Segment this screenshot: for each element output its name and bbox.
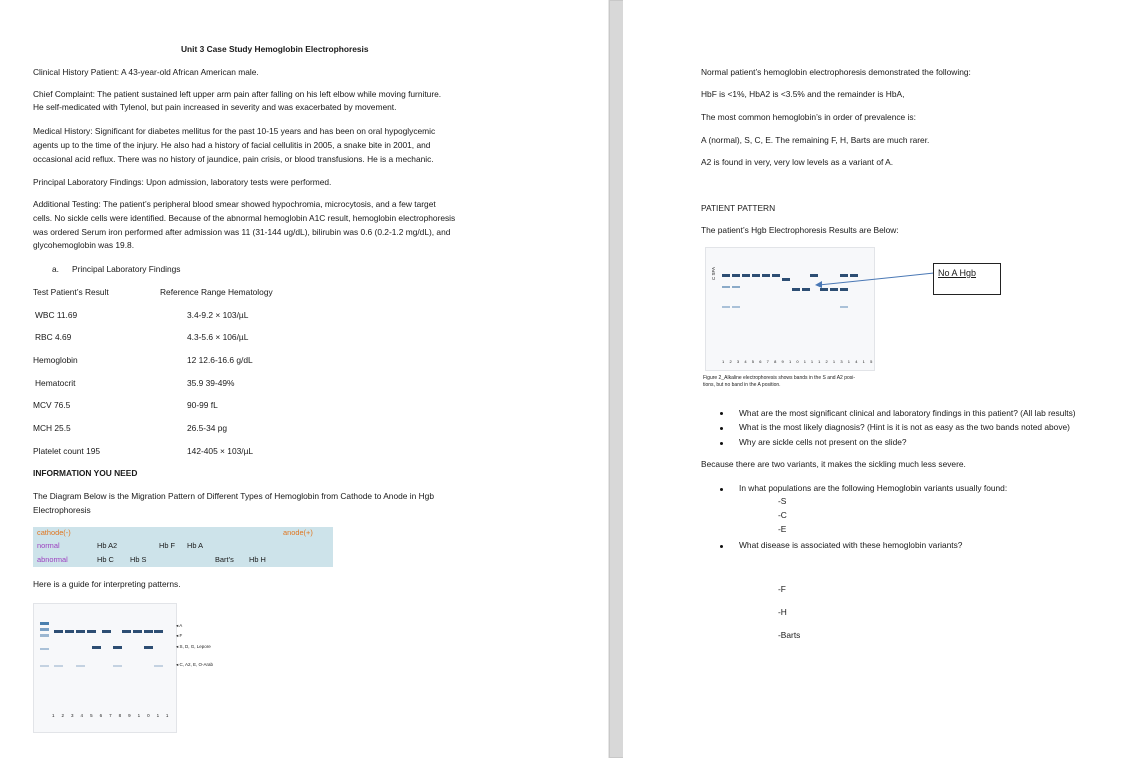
chief-complaint-line: He self-medicated with Tylenol, but pain increased in severity and was exacerbated by movement. (33, 102, 397, 112)
patient-pattern-heading: PATIENT PATTERN (701, 203, 776, 213)
bullet (720, 427, 723, 430)
disease-item: -F (778, 584, 786, 594)
lab-range: 26.5-34 pg (187, 423, 228, 433)
lab-range: 35.9 39-49% (187, 378, 235, 388)
lab-test: MCV 76.5 (33, 400, 71, 410)
lab-range: 3.4-9.2 × 103/µL (187, 310, 249, 320)
additional-testing-line: cells. No sickle cells were identified. Because of the abnormal hemoglobin A1C result, hemoglobin electrophoresis (33, 213, 456, 223)
results-intro: The patient’s Hgb Electrophoresis Results are Below: (701, 225, 899, 235)
answer-text[interactable]: Because there are two variants, it makes the sickling much less severe. (701, 459, 966, 469)
disease-item: -Barts (778, 630, 801, 640)
lab-test: RBC 4.69 (35, 332, 72, 342)
figure-caption-line: Figure 2_Alkaline electrophoresis shows bands in the S and A2 posi- (703, 375, 856, 381)
hb-f-label: Hb F (159, 541, 176, 550)
migration-pattern-table (33, 527, 333, 567)
variant-item: -E (778, 524, 787, 534)
hb-c-label: Hb C (97, 555, 114, 564)
guide-text: Here is a guide for interpreting patterns. (33, 579, 181, 589)
guide-label-a: ◂ A (176, 623, 183, 628)
a2-note: A2 is found in very, very low levels as a variant of A. (701, 157, 894, 167)
prevalence-order: A (normal), S, C, E. The remaining F, H, Barts are much rarer. (701, 135, 930, 145)
lab-test: Platelet count 195 (33, 446, 101, 456)
prevalence-intro: The most common hemoglobin’s in order of prevalence is: (701, 112, 916, 122)
lab-range: 4.3-5.6 × 106/µL (187, 332, 249, 342)
anode-label: anode(+) (283, 528, 313, 537)
patient-lane-numbers: 123456789101112131415 (722, 359, 878, 364)
callout-arrow (813, 270, 935, 290)
diagram-intro-line: Electrophoresis (33, 505, 91, 515)
medical-history-line: agents up to the time of the injury. He also had a history of facial cellulitis in 2005, a snake bite in 2001, and (33, 140, 431, 150)
lab-range: 90-99 fL (187, 400, 218, 410)
patient-gel-image (705, 247, 878, 371)
clinical-history: Clinical History Patient: A 43-year-old African American male. (33, 67, 259, 77)
guide-label-f: ◂ F (176, 633, 183, 638)
lab-test: Hematocrit (35, 378, 76, 388)
bullet (720, 412, 723, 415)
cathode-label: cathode(-) (37, 528, 71, 537)
hb-s-label: Hb S (130, 555, 147, 564)
lab-test: Hemoglobin (33, 355, 78, 365)
bullet (720, 488, 723, 491)
diagram-intro-line: The Diagram Below is the Migration Pattern of Different Types of Hemoglobin from Cathode to Anode in Hgb (33, 491, 434, 501)
medical-history-line: Medical History: Significant for diabetes mellitus for the past 10-15 years and has been on oral hypoglycemic (33, 126, 436, 136)
question-diagnosis: What is the most likely diagnosis? (Hint is it is not as easy as the two bands noted above) (739, 422, 1070, 432)
info-heading: INFORMATION YOU NEED (33, 468, 138, 478)
hb-a-label: Hb A (187, 541, 204, 550)
normal-values: HbF is <1%, HbA2 is <3.5% and the remainder is HbA, (701, 89, 905, 99)
vertical-scrollbar[interactable] (609, 0, 624, 758)
figure-caption-line: tions, but no band in the A position. (703, 382, 781, 388)
patient-gel-bands (706, 248, 874, 370)
guide-label-s: ◂ S, D, G, Lepore (176, 644, 211, 649)
variant-item: -S (778, 496, 787, 506)
question-populations: In what populations are the following Hemoglobin variants usually found: (739, 483, 1008, 493)
lab-range: 12 12.6-16.6 g/dL (187, 355, 253, 365)
lab-range: 142-405 × 103/µL (187, 446, 254, 456)
variant-item: -C (778, 510, 787, 520)
list-label: Principal Laboratory Findings (72, 264, 181, 274)
callout-text: No A Hgb (938, 268, 977, 278)
disease-item: -H (778, 607, 787, 617)
principal-findings: Principal Laboratory Findings: Upon admission, laboratory tests were performed. (33, 177, 332, 187)
gel-side-label: C SFA (711, 266, 716, 280)
barts-label: Bart’s (215, 555, 234, 564)
normal-row-label: normal (37, 541, 60, 550)
list-marker: a. (52, 264, 59, 274)
table-header-test: Test Patient’s Result (33, 287, 109, 297)
medical-history-line: occasional acid reflux. There was no history of jaundice, pain crisis, or blood transfusions. He is a mechanic. (33, 154, 434, 164)
additional-testing-line: glycohemoglobin was 19.8. (33, 240, 135, 250)
document-page-2 (623, 0, 1145, 758)
abnormal-row-label: abnormal (37, 555, 68, 564)
lab-test: MCH 25.5 (33, 423, 71, 433)
additional-testing-line: was ordered Serum iron performed after admission was 11 (31-144 ug/dL), bilirubin was 0.6 (0.2-1.2 mg/dL), and (33, 227, 451, 237)
hb-h-label: Hb H (249, 555, 266, 564)
bullet (720, 545, 723, 548)
chief-complaint-line: Chief Complaint: The patient sustained left upper arm pain after falling on his left elbow while moving furniture. (33, 89, 442, 99)
guide-gel-image (33, 603, 177, 733)
hb-a2-label: Hb A2 (97, 541, 118, 550)
additional-testing-line: Additional Testing: The patient’s peripheral blood smear showed hypochromia, microcytosis, and a few target (33, 199, 436, 209)
document-title: Unit 3 Case Study Hemoglobin Electrophoresis (181, 44, 369, 54)
guide-label-c: ◂ C, A2, E, O-Arab (176, 662, 214, 667)
bullet (720, 442, 723, 445)
table-header-range: Reference Range Hematology (160, 287, 273, 297)
guide-lane-numbers: 1234567891011 (52, 713, 176, 718)
normal-intro: Normal patient’s hemoglobin electrophoresis demonstrated the following: (701, 67, 971, 77)
question-disease: What disease is associated with these hemoglobin variants? (739, 540, 963, 550)
no-a-hgb-callout (933, 263, 1001, 295)
question-findings: What are the most significant clinical and laboratory findings in this patient? (All lab results) (739, 408, 1076, 418)
lab-test: WBC 11.69 (35, 310, 78, 320)
question-sickle: Why are sickle cells not present on the slide? (739, 437, 907, 447)
